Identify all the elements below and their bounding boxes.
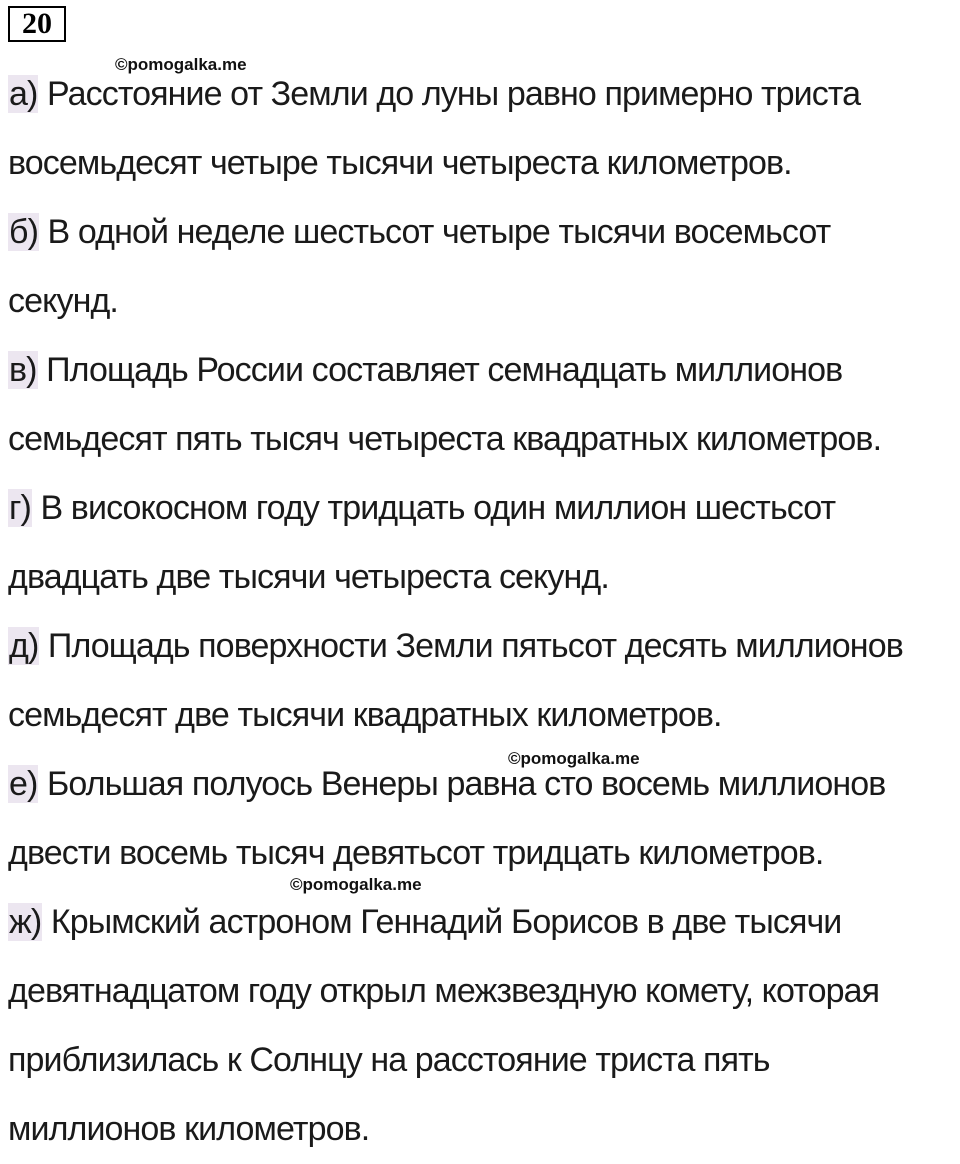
item-line: девятнадцатом году открыл межзвездную комету, которая (8, 972, 880, 1010)
answer-item-b (8, 198, 958, 336)
item-marker: в) (9, 351, 37, 389)
item-line (8, 336, 958, 405)
item-line: приблизилась к Солнцу на расстояние триста пять (8, 1041, 770, 1079)
item-text: Крымский астроном Геннадий Борисов в две тысячи (50, 903, 842, 941)
watermark: ©pomogalka.me (115, 55, 247, 74)
item-text: Расстояние от Земли до луны равно примерно триста (46, 75, 861, 113)
item-line: семьдесят две тысячи квадратных километров. (8, 696, 722, 734)
answer-item-v (8, 336, 958, 474)
item-marker: ж) (9, 903, 42, 941)
item-text: Площадь России составляет семнадцать миллионов (46, 351, 843, 389)
item-line: двадцать две тысячи четыреста секунд. (8, 558, 609, 596)
answer-item-zh (8, 888, 958, 1164)
answer-item-d (8, 612, 958, 750)
item-line (8, 750, 958, 819)
item-line: секунд. (8, 282, 118, 320)
item-line (8, 888, 958, 957)
item-line: двести восемь тысяч девятьсот тридцать километров. (8, 834, 824, 872)
answer-list (8, 60, 958, 1164)
answer-item-a (8, 60, 958, 198)
answer-item-e (8, 750, 958, 888)
item-line (8, 612, 958, 681)
item-marker: а) (9, 75, 38, 113)
item-line (8, 60, 958, 129)
item-text: Большая полуось Венеры равна сто восемь миллионов (46, 765, 886, 803)
item-line: миллионов километров. (8, 1110, 370, 1148)
item-text: В високосном году тридцать один миллион шестьсот (40, 489, 836, 527)
answer-item-g (8, 474, 958, 612)
item-line: семьдесят пять тысяч четыреста квадратных километров. (8, 420, 882, 458)
watermark: ©pomogalka.me (508, 749, 640, 768)
item-marker: е) (9, 765, 38, 803)
watermark: ©pomogalka.me (290, 875, 422, 894)
task-number-box: 20 (8, 6, 66, 42)
item-line (8, 474, 958, 543)
item-marker: д) (9, 627, 39, 665)
item-marker: г) (9, 489, 31, 527)
item-text: В одной неделе шестьсот четыре тысячи восемьсот (47, 213, 831, 251)
item-line (8, 198, 958, 267)
item-marker: б) (9, 213, 38, 251)
item-line: восемьдесят четыре тысячи четыреста километров. (8, 144, 792, 182)
item-text: Площадь поверхности Земли пятьсот десять миллионов (47, 627, 903, 665)
